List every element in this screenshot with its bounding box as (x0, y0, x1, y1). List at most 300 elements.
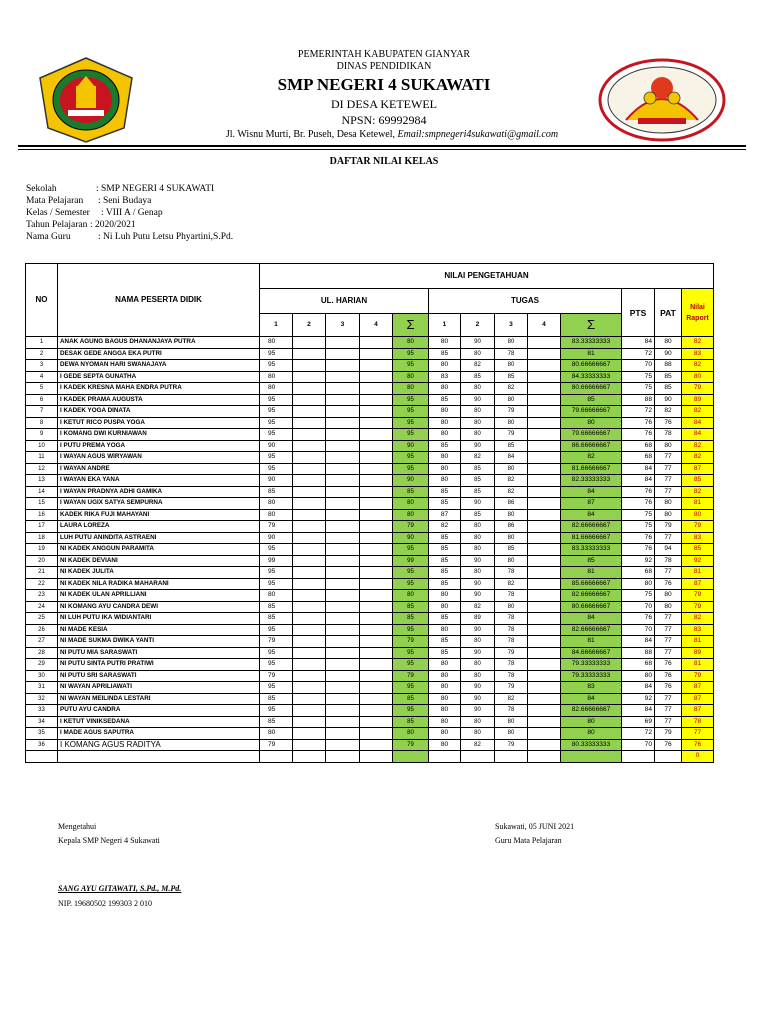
empty-cell (326, 590, 360, 602)
uh-sum: 95 (393, 360, 429, 372)
info-row (26, 207, 233, 219)
tugas-score-1: 80 (429, 716, 461, 728)
student-name: NI PUTU MIA SARASWATI (58, 647, 260, 659)
info-row (26, 219, 233, 231)
table-row (26, 555, 714, 567)
empty-cell (326, 693, 360, 705)
empty-cell (360, 509, 393, 521)
info-row (26, 231, 233, 243)
row-number: 30 (26, 670, 58, 682)
sum-column-header: Σ (393, 314, 429, 337)
info-label: Sekolah (26, 184, 57, 194)
student-name: I KADEK YOGA DINATA (58, 406, 260, 418)
tugas-score-1: 85 (429, 647, 461, 659)
student-name: NI LUH PUTU IKA WIDIANTARI (58, 613, 260, 625)
table-row (26, 486, 714, 498)
empty-cell (293, 739, 326, 751)
empty-cell (326, 636, 360, 648)
student-name: NI KADEK JULITA (58, 567, 260, 579)
pts-score: 72 (622, 728, 655, 740)
row-number: 33 (26, 705, 58, 717)
table-row (26, 693, 714, 705)
row-number: 20 (26, 555, 58, 567)
pts-score: 75 (622, 383, 655, 395)
empty-cell (293, 417, 326, 429)
tugas-score-1: 80 (429, 659, 461, 671)
pts-score: 72 (622, 348, 655, 360)
tugas-score: 80 (495, 716, 528, 728)
empty-cell (528, 716, 561, 728)
uh-sum: 95 (393, 705, 429, 717)
student-name: NI MADE SUKMA DWIKA YANTI (58, 636, 260, 648)
empty-cell (293, 337, 326, 349)
empty-cell (293, 751, 326, 763)
empty-cell (528, 440, 561, 452)
student-name: I WAYAN ANDRE (58, 463, 260, 475)
pts-score: 70 (622, 601, 655, 613)
empty-cell (293, 498, 326, 510)
rapor-score: 81 (682, 636, 714, 648)
tugas-average: 83.33333333 (561, 544, 622, 556)
info-label: Mata Pelajaran (26, 196, 84, 206)
rapor-score: 85 (682, 544, 714, 556)
tugas-score: 82 (461, 452, 495, 464)
empty-cell (360, 728, 393, 740)
sub-column-header: 1 (429, 314, 461, 337)
rapor-total: 0 (682, 751, 714, 763)
empty-cell (360, 417, 393, 429)
table-row (26, 532, 714, 544)
uh-score-1: 80 (260, 728, 293, 740)
pat-score: 77 (655, 613, 682, 625)
tugas-score: 80 (461, 659, 495, 671)
pat-score: 77 (655, 475, 682, 487)
tugas-average: 79.33333333 (561, 659, 622, 671)
tugas-average: 80.66666667 (561, 383, 622, 395)
school-location: DI DESA KETEWEL (331, 97, 437, 111)
sub-column-header: 2 (293, 314, 326, 337)
rapor-score: 81 (682, 567, 714, 579)
empty-cell (293, 613, 326, 625)
empty-cell (360, 567, 393, 579)
empty-cell (326, 739, 360, 751)
row-number: 13 (26, 475, 58, 487)
uh-score-1: 95 (260, 360, 293, 372)
uh-score-1: 95 (260, 647, 293, 659)
student-name: NI PUTU SINTA PUTRI PRATIWI (58, 659, 260, 671)
table-row-total (26, 751, 714, 763)
header-nilai-pengetahuan: NILAI PENGETAHUAN (260, 264, 714, 289)
rapor-score: 85 (682, 475, 714, 487)
tugas-score: 80 (495, 728, 528, 740)
empty-cell (528, 383, 561, 395)
empty-cell (360, 555, 393, 567)
tugas-average: 80 (561, 716, 622, 728)
rapor-score: 77 (682, 728, 714, 740)
empty-cell (528, 555, 561, 567)
empty-cell (293, 647, 326, 659)
uh-sum: 80 (393, 498, 429, 510)
tugas-score-1: 85 (429, 486, 461, 498)
empty-cell (528, 521, 561, 533)
row-number: 11 (26, 452, 58, 464)
tugas-average: 80.66666667 (561, 360, 622, 372)
empty-cell (293, 578, 326, 590)
rapor-score: 82 (682, 360, 714, 372)
empty-cell (429, 751, 461, 763)
table-row (26, 670, 714, 682)
empty-cell (528, 670, 561, 682)
empty-cell (326, 647, 360, 659)
uh-sum: 79 (393, 739, 429, 751)
tugas-score: 89 (461, 613, 495, 625)
student-name: I WAYAN AGUS WIRYAWAN (58, 452, 260, 464)
table-row (26, 544, 714, 556)
tugas-score-1: 85 (429, 567, 461, 579)
pat-score: 80 (655, 498, 682, 510)
pat-score: 80 (655, 590, 682, 602)
rapor-score: 82 (682, 452, 714, 464)
uh-sum: 95 (393, 394, 429, 406)
tugas-score: 80 (461, 544, 495, 556)
empty-cell (293, 452, 326, 464)
header-nilai-raport (682, 289, 714, 337)
empty-cell (360, 613, 393, 625)
tugas-score: 78 (495, 659, 528, 671)
tugas-score: 78 (495, 613, 528, 625)
tugas-score-1: 85 (429, 394, 461, 406)
tugas-score-1: 85 (429, 636, 461, 648)
student-name: I KADEK PRAMA AUGUSTA (58, 394, 260, 406)
uh-sum: 95 (393, 452, 429, 464)
row-number: 23 (26, 590, 58, 602)
empty-cell (293, 624, 326, 636)
pts-score: 75 (622, 590, 655, 602)
row-number: 12 (26, 463, 58, 475)
empty-cell (360, 636, 393, 648)
student-name: NI KADEK DEVIANI (58, 555, 260, 567)
empty-cell (293, 682, 326, 694)
pat-score: 94 (655, 544, 682, 556)
empty-cell (360, 532, 393, 544)
row-number: 29 (26, 659, 58, 671)
table-row (26, 590, 714, 602)
pat-score: 77 (655, 716, 682, 728)
tugas-score-1: 80 (429, 682, 461, 694)
table-row (26, 578, 714, 590)
pat-score: 80 (655, 337, 682, 349)
uh-score-1: 95 (260, 544, 293, 556)
pat-score: 78 (655, 555, 682, 567)
row-number: 35 (26, 728, 58, 740)
tugas-average: 82.66666667 (561, 521, 622, 533)
row-number: 27 (26, 636, 58, 648)
empty-cell (528, 544, 561, 556)
rapor-score: 89 (682, 394, 714, 406)
pat-score: 90 (655, 394, 682, 406)
student-name: I KADEK KRESNA MAHA ENDRA PUTRA (58, 383, 260, 395)
school-npsn: NPSN: 69992984 (341, 113, 427, 127)
uh-score-1: 79 (260, 521, 293, 533)
tugas-score: 80 (495, 337, 528, 349)
tugas-average: 84 (561, 693, 622, 705)
pat-score: 76 (655, 739, 682, 751)
tugas-score: 90 (461, 394, 495, 406)
tugas-score: 80 (461, 521, 495, 533)
tugas-score: 78 (495, 590, 528, 602)
row-number: 28 (26, 647, 58, 659)
row-number: 21 (26, 567, 58, 579)
info-value: : Seni Budaya (98, 196, 152, 206)
empty-cell (360, 371, 393, 383)
uh-sum: 80 (393, 590, 429, 602)
empty-cell (293, 705, 326, 717)
uh-score-1: 95 (260, 417, 293, 429)
empty-cell (360, 705, 393, 717)
empty-cell (326, 383, 360, 395)
rapor-score: 79 (682, 590, 714, 602)
uh-sum: 95 (393, 348, 429, 360)
rapor-score: 79 (682, 383, 714, 395)
rapor-score: 83 (682, 348, 714, 360)
table-row (26, 360, 714, 372)
pat-score: 77 (655, 463, 682, 475)
row-number: 5 (26, 383, 58, 395)
tugas-score: 80 (461, 532, 495, 544)
row-number: 19 (26, 544, 58, 556)
row-number: 10 (26, 440, 58, 452)
student-name: ANAK AGUNG BAGUS DHANANJAYA PUTRA (58, 337, 260, 349)
tugas-average: 84 (561, 509, 622, 521)
tugas-average: 79.66666667 (561, 406, 622, 418)
empty-cell (561, 751, 622, 763)
empty-cell (528, 578, 561, 590)
tugas-score-1: 85 (429, 613, 461, 625)
table-row (26, 348, 714, 360)
pts-score: 84 (622, 636, 655, 648)
table-row (26, 636, 714, 648)
tugas-score: 90 (461, 647, 495, 659)
student-name: I WAYAN PRADNYA ADHI GAMIKA (58, 486, 260, 498)
empty-cell (528, 406, 561, 418)
tugas-score: 79 (495, 406, 528, 418)
pts-score: 75 (622, 509, 655, 521)
uh-score-1: 90 (260, 440, 293, 452)
tugas-score: 80 (461, 383, 495, 395)
empty-cell (293, 383, 326, 395)
empty-cell (528, 348, 561, 360)
pts-score: 84 (622, 682, 655, 694)
empty-cell (360, 739, 393, 751)
empty-cell (326, 601, 360, 613)
empty-cell (326, 544, 360, 556)
row-number: 14 (26, 486, 58, 498)
table-row (26, 394, 714, 406)
row-number: 2 (26, 348, 58, 360)
tugas-average: 81 (561, 348, 622, 360)
row-number: 26 (26, 624, 58, 636)
student-name: LUH PUTU ANINDITA ASTRAENI (58, 532, 260, 544)
pts-score: 75 (622, 521, 655, 533)
empty-cell (528, 728, 561, 740)
pat-score: 88 (655, 360, 682, 372)
empty-cell (528, 475, 561, 487)
header-no: NO (26, 264, 58, 337)
tugas-score: 90 (461, 337, 495, 349)
empty-cell (360, 360, 393, 372)
empty-cell (528, 532, 561, 544)
empty-cell (360, 544, 393, 556)
empty-cell (260, 751, 293, 763)
pts-score: 84 (622, 337, 655, 349)
table-row (26, 498, 714, 510)
pat-score: 77 (655, 567, 682, 579)
pts-score: 92 (622, 693, 655, 705)
uh-sum: 80 (393, 509, 429, 521)
empty-cell (293, 440, 326, 452)
tugas-average: 85 (561, 394, 622, 406)
tugas-score-1: 80 (429, 728, 461, 740)
header-ulangan-harian: UL. HARIAN (260, 289, 429, 314)
student-name: NI WAYAN APRILIAWATI (58, 682, 260, 694)
tugas-score-1: 85 (429, 544, 461, 556)
info-row (26, 195, 233, 207)
tugas-score: 82 (461, 360, 495, 372)
empty-cell (293, 532, 326, 544)
uh-sum: 95 (393, 406, 429, 418)
tugas-score-1: 80 (429, 360, 461, 372)
tugas-score: 80 (461, 429, 495, 441)
empty-cell (326, 475, 360, 487)
student-name: I MADE AGUS SAPUTRA (58, 728, 260, 740)
uh-sum: 80 (393, 337, 429, 349)
empty-cell (326, 521, 360, 533)
table-row (26, 383, 714, 395)
tugas-score-1: 80 (429, 693, 461, 705)
empty-cell (360, 590, 393, 602)
header-pat: PAT (655, 289, 682, 337)
uh-score-1: 95 (260, 567, 293, 579)
tugas-score: 82 (495, 486, 528, 498)
table-row (26, 601, 714, 613)
empty-cell (326, 371, 360, 383)
tugas-score-1: 80 (429, 601, 461, 613)
tugas-score: 90 (461, 498, 495, 510)
empty-cell (360, 463, 393, 475)
uh-score-1: 95 (260, 452, 293, 464)
empty-cell (360, 337, 393, 349)
student-name: I WAYAN EKA YANA (58, 475, 260, 487)
row-number: 9 (26, 429, 58, 441)
footer-left-2: Kepala SMP Negeri 4 Sukawati (58, 836, 160, 845)
pts-score: 76 (622, 429, 655, 441)
rapor-score: 81 (682, 659, 714, 671)
empty-cell (326, 486, 360, 498)
student-name: I KOMANG DWI KURNIAWAN (58, 429, 260, 441)
tugas-average: 80.33333333 (561, 739, 622, 751)
tugas-score: 85 (461, 475, 495, 487)
uh-sum: 85 (393, 486, 429, 498)
empty-cell (326, 498, 360, 510)
uh-score-1: 95 (260, 682, 293, 694)
table-row (26, 647, 714, 659)
header-line1: PEMERINTAH KABUPATEN GIANYAR (297, 49, 471, 60)
empty-cell (326, 578, 360, 590)
uh-sum: 85 (393, 716, 429, 728)
tugas-score-1: 80 (429, 705, 461, 717)
table-row (26, 728, 714, 740)
footer-right-2: Guru Mata Pelajaran (495, 836, 562, 845)
tugas-score: 85 (495, 440, 528, 452)
empty-cell (293, 475, 326, 487)
empty-cell (360, 578, 393, 590)
pat-score: 79 (655, 521, 682, 533)
empty-cell (360, 498, 393, 510)
tugas-score-1: 83 (429, 371, 461, 383)
uh-score-1: 85 (260, 716, 293, 728)
tugas-score: 82 (461, 601, 495, 613)
empty-cell (528, 417, 561, 429)
uh-sum: 95 (393, 429, 429, 441)
uh-score-1: 95 (260, 659, 293, 671)
rapor-score: 84 (682, 417, 714, 429)
student-name: LAURA LOREZA (58, 521, 260, 533)
uh-score-1: 85 (260, 486, 293, 498)
empty-cell (528, 624, 561, 636)
empty-cell (528, 613, 561, 625)
tugas-score: 80 (461, 417, 495, 429)
tugas-score-1: 87 (429, 509, 461, 521)
school-address (8, 129, 768, 140)
empty-cell (528, 452, 561, 464)
sub-column-header: 4 (360, 314, 393, 337)
pat-score: 76 (655, 682, 682, 694)
rapor-score: 81 (682, 498, 714, 510)
empty-cell (293, 555, 326, 567)
tugas-score-1: 80 (429, 624, 461, 636)
tugas-score: 80 (495, 394, 528, 406)
tugas-score: 78 (495, 567, 528, 579)
pat-score: 77 (655, 452, 682, 464)
uh-sum: 79 (393, 521, 429, 533)
tugas-average: 82.33333333 (561, 475, 622, 487)
empty-cell (326, 360, 360, 372)
uh-score-1: 80 (260, 371, 293, 383)
empty-cell (528, 486, 561, 498)
uh-score-1: 90 (260, 475, 293, 487)
student-name: I WAYAN UGIX SATYA SEMPURNA (58, 498, 260, 510)
pat-score: 76 (655, 659, 682, 671)
empty-cell (293, 509, 326, 521)
rapor-score: 80 (682, 509, 714, 521)
pts-score: 76 (622, 532, 655, 544)
pat-score: 77 (655, 647, 682, 659)
rapor-score: 87 (682, 578, 714, 590)
tugas-average: 84.66666667 (561, 647, 622, 659)
row-number: 3 (26, 360, 58, 372)
principal-nip: NIP. 19680502 199303 2 010 (58, 899, 153, 908)
tugas-score-1: 80 (429, 590, 461, 602)
tugas-score: 79 (495, 647, 528, 659)
pts-score: 80 (622, 578, 655, 590)
empty-cell (528, 394, 561, 406)
tugas-score-1: 80 (429, 383, 461, 395)
pts-score: 75 (622, 371, 655, 383)
uh-sum: 95 (393, 567, 429, 579)
uh-score-1: 85 (260, 613, 293, 625)
empty-cell (326, 417, 360, 429)
sub-column-header: 2 (461, 314, 495, 337)
